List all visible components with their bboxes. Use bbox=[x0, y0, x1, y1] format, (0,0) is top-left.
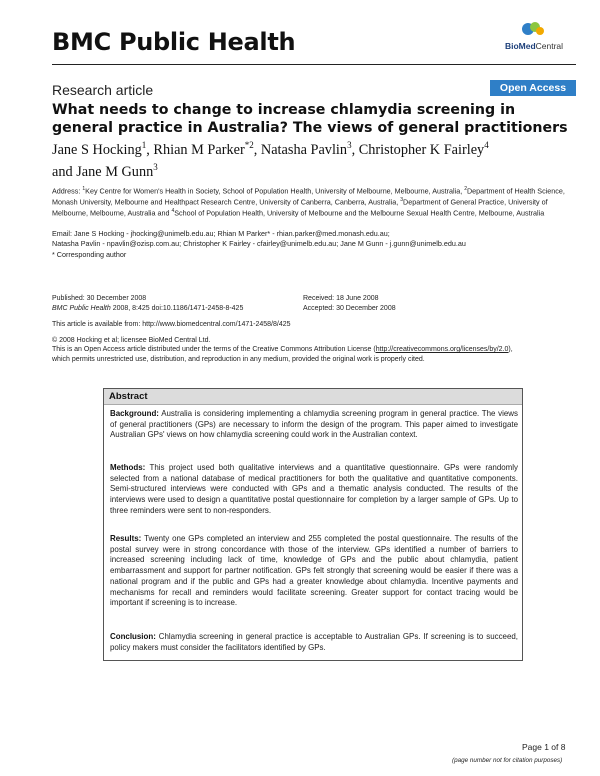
section-text: This project used both qualitative interviews and a quantitative questionnaire. GPs were randomly selected from a national database of medical practitioners for both the qualitative and quantitative components. Semi-structured interviews were conducted with GPs and a thematic analysis conducted. The results of the interviews were used to design a quantitative postal questionnaire for completion by a larger sample of GPs. Up to three reminders were sent to non-responders. bbox=[110, 463, 518, 515]
author-affiliation-mark: 3 bbox=[347, 140, 352, 150]
section-label: Background: bbox=[110, 409, 159, 418]
license-block bbox=[52, 336, 576, 364]
article-title: What needs to change to increase chlamydia screening in general practice in Australia? The views of general practitioners bbox=[52, 102, 568, 136]
received-date: Received: 18 June 2008 bbox=[303, 295, 379, 302]
abstract-results bbox=[110, 534, 518, 609]
biomed-central-logo[interactable] bbox=[494, 20, 574, 54]
affiliation-mark: 4 bbox=[171, 207, 175, 214]
header-rule bbox=[52, 64, 576, 65]
journal-title: BMC Public Health bbox=[52, 28, 296, 56]
address-label: Address: bbox=[52, 186, 83, 196]
affiliation-text: Department of General Practice, University of Melbourne, Melbourne, Australia and bbox=[52, 197, 548, 218]
abstract-methods bbox=[110, 463, 518, 517]
page-number: Page 1 of 8 bbox=[522, 742, 566, 752]
article-url[interactable]: This article is available from: http://www.biomedcentral.com/1471-2458/8/425 bbox=[52, 321, 291, 328]
author-name[interactable]: Christopher K Fairley bbox=[358, 141, 485, 158]
section-text: Australia is considering implementing a chlamydia screening program in general practice. The views of general practitioners (GPs) are necessary to inform the design of the program. This paper aimed to investigate Australian GPs' views on how chlamydia screening could work in the Australian context. bbox=[110, 409, 518, 440]
author-name[interactable]: and Jane M Gunn bbox=[52, 163, 154, 180]
author-name[interactable]: Natasha Pavlin bbox=[260, 141, 348, 158]
author-list bbox=[52, 137, 572, 181]
email-list bbox=[52, 229, 576, 249]
license-link[interactable]: http://creativecommons.org/licenses/by/2.0 bbox=[375, 346, 509, 354]
affiliation-text: Key Centre for Women's Health in Society, School of Population Health, University of Melbourne, Melbourne, Australia, bbox=[85, 186, 465, 196]
affiliation-text: School of Population Health, University of Melbourne and the Melbourne Sexual Health Centre, Melbourne, Australia bbox=[174, 208, 545, 218]
copyright-line: © 2008 Hocking et al; licensee BioMed Central Ltd. bbox=[52, 337, 211, 344]
author-name[interactable]: Rhian M Parker bbox=[153, 141, 245, 158]
author-separator: , bbox=[253, 141, 261, 158]
section-text: Chlamydia screening in general practice is acceptable to Australian GPs. If screening is to succeed, policy makers must consider the facilitators identified by GPs. bbox=[110, 632, 518, 652]
citation bbox=[52, 304, 243, 314]
received-info bbox=[303, 294, 396, 315]
logo-text bbox=[494, 41, 574, 51]
email-line[interactable]: Email: Jane S Hocking - jhocking@unimelb.edu.au; Rhian M Parker* - rhian.parker@med.monash.edu.au; bbox=[52, 229, 390, 238]
biomed-logo-icon bbox=[520, 20, 546, 38]
section-label: Conclusion: bbox=[110, 632, 156, 641]
abstract-background bbox=[110, 409, 518, 441]
abstract-box bbox=[103, 388, 523, 661]
license-terms: which permits unrestricted use, distribution, and reproduction in any medium, provided the original work is properly cited. bbox=[52, 355, 425, 363]
citation-journal: BMC Public Health bbox=[52, 305, 111, 313]
logo-text-light: Central bbox=[535, 41, 564, 51]
citation-details[interactable]: 2008, 8:425 doi:10.1186/1471-2458-8-425 bbox=[110, 305, 244, 313]
article-type: Research article bbox=[52, 82, 154, 98]
affiliation-mark: 3 bbox=[400, 196, 404, 203]
logo-text-bold: BioMed bbox=[504, 41, 536, 51]
license-text-start: This is an Open Access article distributed under the terms of the Creative Commons Attribution License ( bbox=[52, 346, 376, 354]
page-note: (page number not for citation purposes) bbox=[452, 757, 563, 764]
author-affiliation-mark: 4 bbox=[484, 140, 489, 150]
author-separator: , bbox=[351, 141, 359, 158]
abstract-conclusion bbox=[110, 632, 518, 653]
author-separator: , bbox=[146, 141, 154, 158]
published-date: Published: 30 December 2008 bbox=[52, 295, 147, 302]
section-label: Methods: bbox=[110, 463, 146, 472]
abstract-heading: Abstract bbox=[104, 389, 522, 405]
author-affiliation-mark: *2 bbox=[244, 140, 254, 150]
section-label: Results: bbox=[110, 534, 142, 543]
affiliation-mark: 1 bbox=[82, 186, 86, 192]
affiliations bbox=[52, 185, 576, 218]
section-text: Twenty one GPs completed an interview and 255 completed the postal questionnaire. The results of the postal survey were in strong concordance with those of the interview. GPs identified a number of barriers to increased screening including lack of time, knowledge of GPs and the public about chlamydia, patient embarrassment and support for partner notification. GPs felt strongly that screening would be easier if there was a national program and if the public and GPs had a greater knowledge about chlamydia. Incentive payments and mechanisms for recall and reminders would facilitate screening. Greater support for contact tracing would be important if screening is to increase. bbox=[110, 534, 518, 608]
corresponding-author-note: * Corresponding author bbox=[52, 250, 127, 259]
email-line[interactable]: Natasha Pavlin - npavlin@ozisp.com.au; Christopher K Fairley - cfairley@unimelb.edu.au; Jane M Gunn - j.gunn@unimelb.edu.au bbox=[52, 239, 466, 248]
publication-info bbox=[52, 294, 243, 315]
accepted-date: Accepted: 30 December 2008 bbox=[303, 305, 396, 313]
author-affiliation-mark: 1 bbox=[141, 140, 147, 150]
license-text bbox=[52, 345, 576, 354]
open-access-badge: Open Access bbox=[490, 80, 576, 96]
affiliation-mark: 2 bbox=[464, 186, 467, 192]
author-affiliation-mark: 3 bbox=[153, 161, 158, 172]
affiliation-text: Department of Health Science, Monash University, Melbourne and Healthpact Research Centre, University of Canberra, Canberra, Australia, bbox=[52, 186, 565, 207]
license-text-end: ), bbox=[508, 346, 513, 354]
author-name[interactable]: Jane S Hocking bbox=[52, 141, 142, 158]
